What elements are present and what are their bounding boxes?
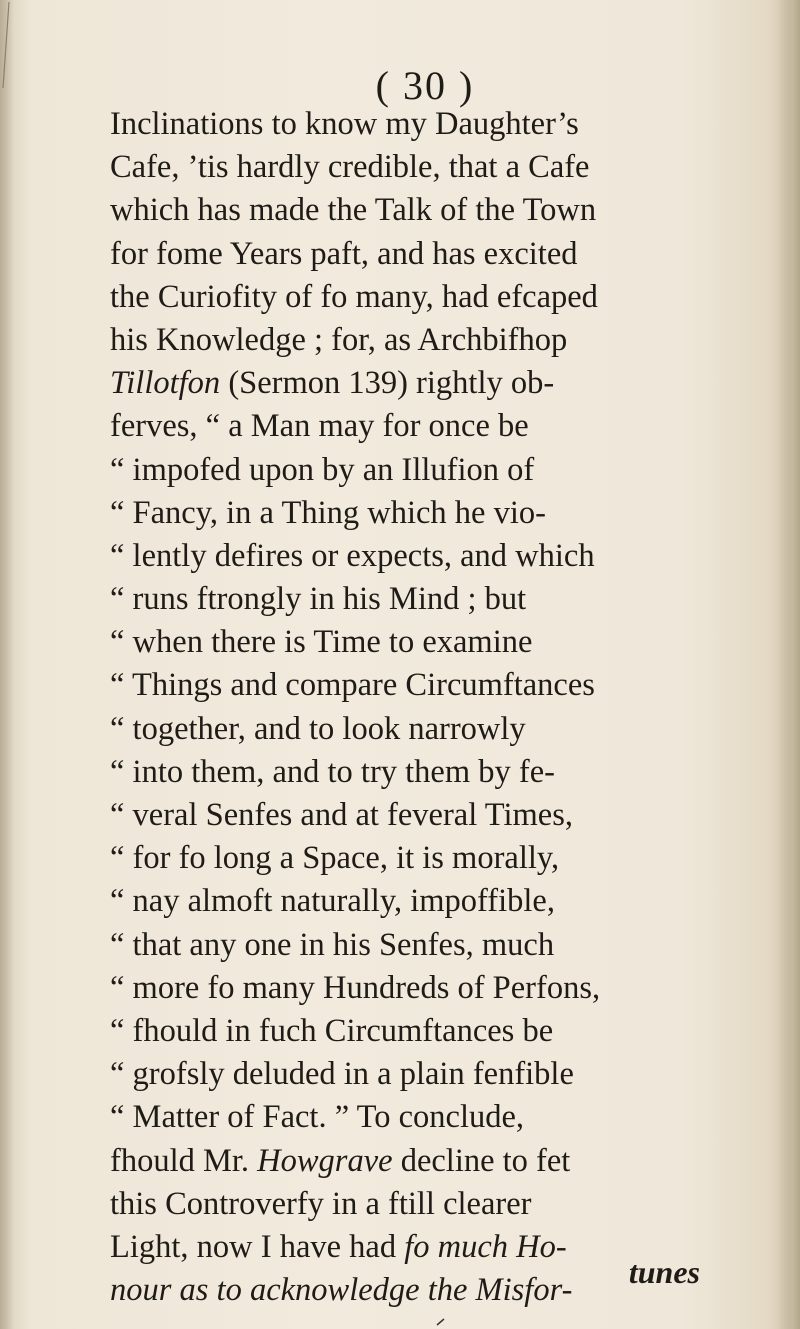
- text-segment: decline to fet: [392, 1142, 571, 1179]
- text-segment: “ veral Senfes and at feveral Times,: [110, 797, 573, 833]
- spine-shadow: [0, 0, 14, 1329]
- italic-text-segment: Howgrave: [257, 1142, 393, 1179]
- text-line: [110, 103, 790, 146]
- text-segment: “ grofsly deluded in a plain fenfible: [110, 1056, 574, 1093]
- text-segment: “ for fo long a Space, it is morally,: [110, 840, 560, 877]
- text-line: [110, 492, 790, 535]
- text-line: [110, 146, 790, 189]
- italic-text-segment: nour as to acknowledge the Misfor-: [110, 1272, 573, 1309]
- body-text: [110, 103, 790, 1312]
- catchword: tunes: [628, 1254, 700, 1290]
- text-segment: “ runs ftrongly in his Mind ; but: [110, 581, 527, 618]
- text-segment: which has made the Talk of the Town: [110, 192, 597, 229]
- text-line: [110, 664, 790, 707]
- text-segment: Light, now I have had: [110, 1228, 405, 1265]
- text-segment: “ more fo many Hundreds of Perfons,: [110, 969, 601, 1006]
- text-line: [110, 449, 790, 492]
- text-segment: Inclinations to know my Daughter’s: [110, 106, 579, 142]
- text-segment: “ Things and compare Circumftances: [110, 667, 595, 704]
- text-segment: “ together, and to look narrowly: [110, 710, 526, 747]
- text-line: [110, 276, 790, 319]
- text-segment: his Knowledge ; for, as Archbifhop: [110, 321, 568, 358]
- text-segment: “ lently defires or expects, and which: [110, 537, 595, 574]
- text-line: [110, 794, 790, 837]
- text-line: [110, 1183, 790, 1226]
- text-line: [110, 708, 790, 751]
- text-line: [110, 751, 790, 794]
- text-line: [110, 837, 790, 880]
- page-header: [0, 62, 800, 109]
- text-line: [110, 967, 790, 1010]
- text-line: [110, 1096, 790, 1139]
- text-line: [110, 405, 790, 448]
- text-line: [110, 1053, 790, 1096]
- text-segment: fhould Mr.: [110, 1142, 258, 1179]
- text-segment: “ that any one in his Senfes, much: [110, 926, 555, 963]
- text-line: [110, 535, 790, 578]
- text-line: [110, 1010, 790, 1053]
- text-segment: (Sermon 139) rightly ob-: [220, 365, 555, 402]
- text-segment: this Controverfy in a ftill clearer: [110, 1185, 532, 1222]
- text-line: [110, 319, 790, 362]
- text-segment: “ Fancy, in a Thing which he vio-: [110, 494, 546, 531]
- text-segment: for fome Years paft, and has excited: [110, 235, 578, 272]
- italic-text-segment: Tillotfon: [110, 365, 221, 402]
- ink-speck: [436, 1318, 446, 1326]
- text-line: [110, 578, 790, 621]
- text-line: [110, 880, 790, 923]
- text-segment: Cafe, ’tis hardly credible, that a Cafe: [110, 149, 590, 186]
- text-segment: “ nay almoft naturally, impoffible,: [110, 883, 555, 920]
- text-segment: ferves, “ a Man may for once be: [110, 408, 529, 445]
- text-line: [110, 621, 790, 664]
- text-segment: “ impofed upon by an Illufion of: [110, 451, 535, 488]
- text-segment: the Curiofity of fo many, had efcaped: [110, 278, 598, 315]
- italic-text-segment: fo much Ho-: [404, 1228, 567, 1265]
- text-line: [110, 924, 790, 967]
- text-segment: “ Matter of Fact. ” To conclude,: [110, 1099, 525, 1136]
- text-segment: “ into them, and to try them by fe-: [110, 753, 555, 790]
- text-segment: “ fhould in fuch Circumftances be: [110, 1012, 554, 1049]
- text-line: [110, 362, 790, 405]
- text-line: [110, 233, 790, 276]
- text-line: [110, 189, 790, 232]
- text-segment: “ when there is Time to examine: [110, 624, 533, 661]
- text-line: [110, 1140, 790, 1183]
- page-number: ( 30 ): [375, 63, 475, 108]
